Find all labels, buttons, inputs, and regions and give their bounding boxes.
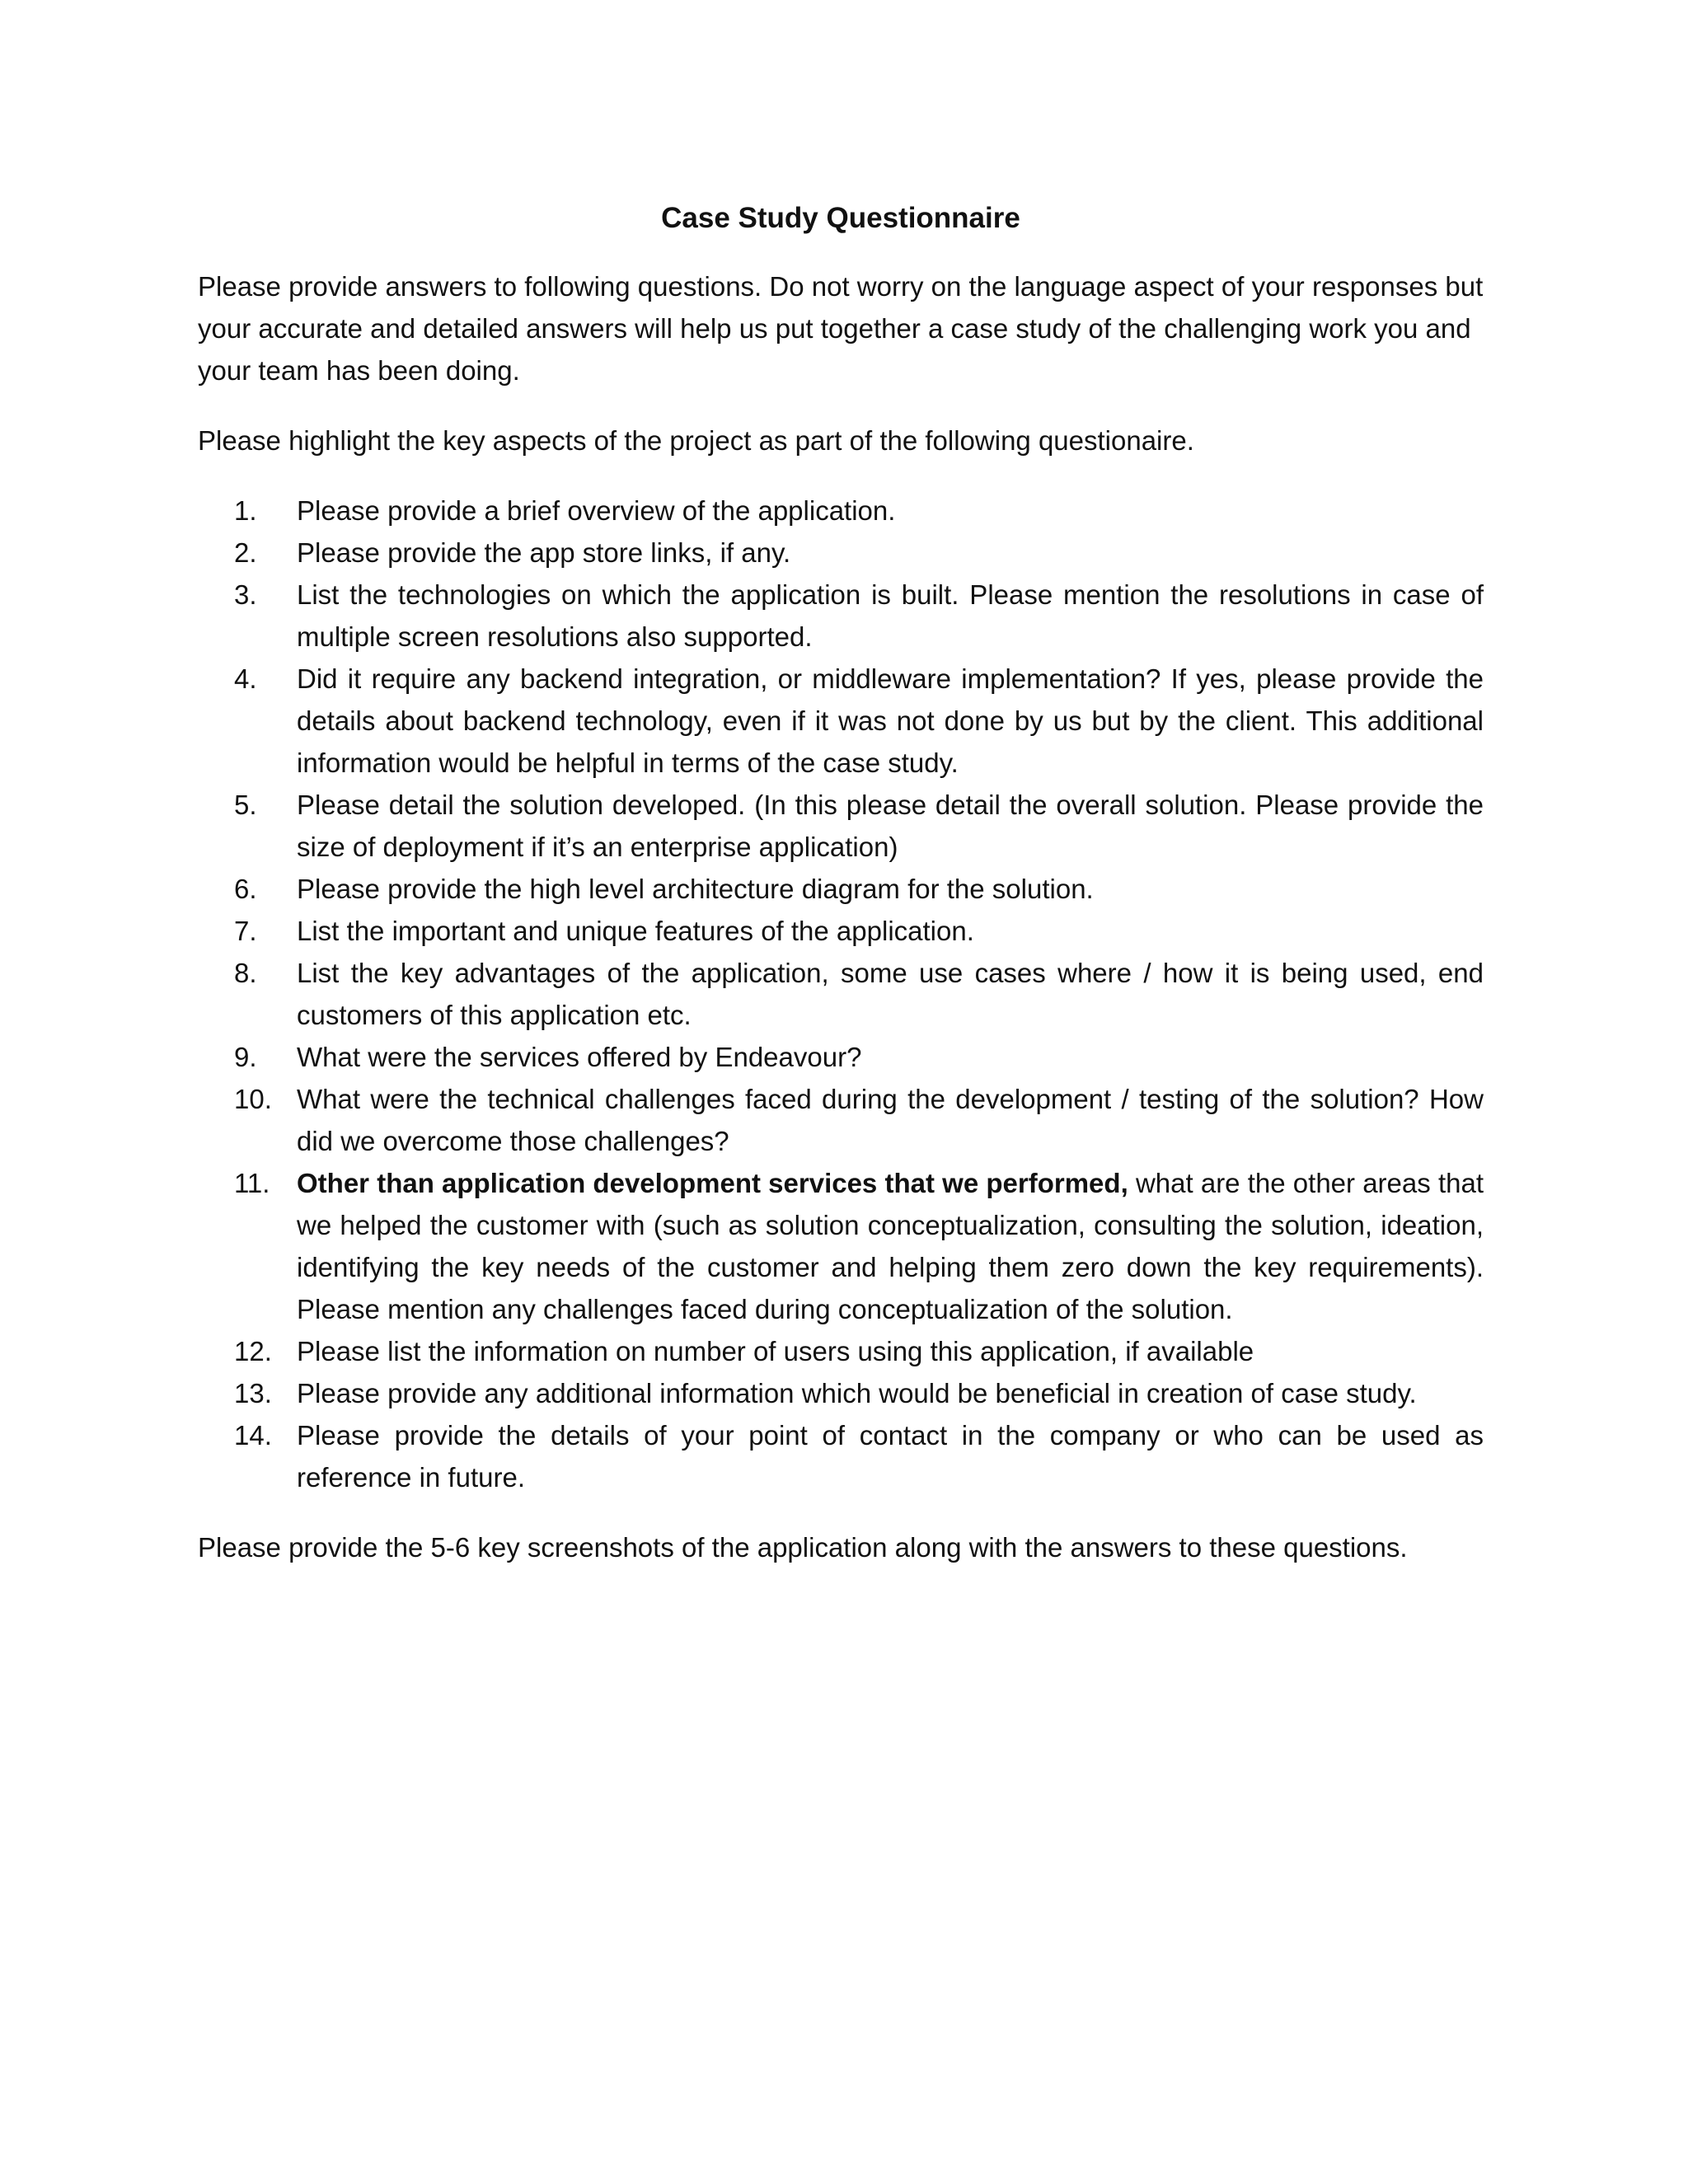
question-item [198, 1078, 1484, 1162]
question-text: what are the other areas that we helped the customer with (such as solution conceptualization, consulting the solution, ideation, identifying the key needs of the customer and helping them zero down the key requirements). Please mention any challenges faced during conceptualization of the solution. [297, 1168, 1484, 1324]
question-number: 7. [234, 916, 257, 946]
question-text: Please list the information on number of users using this application, if available [297, 1336, 1254, 1366]
question-text: List the technologies on which the application is built. Please mention the resolutions in case of multiple screen resolutions also supported. [297, 579, 1484, 652]
question-item [198, 532, 1484, 574]
question-item [198, 574, 1484, 658]
question-item [198, 784, 1484, 868]
question-item [198, 1372, 1484, 1414]
question-number: 10. [234, 1084, 272, 1114]
question-text: Please provide a brief overview of the application. [297, 495, 896, 526]
intro-paragraph: Please provide answers to following questions. Do not worry on the language aspect of your responses but your accurate and detailed answers will help us put together a case study of the challenging work you and your team has been doing. [198, 271, 1484, 386]
question-number: 6. [234, 874, 257, 904]
closing-paragraph: Please provide the 5-6 key screenshots of the application along with the answers to these questions. [198, 1532, 1408, 1563]
highlight-paragraph: Please highlight the key aspects of the project as part of the following questionaire. [198, 425, 1194, 456]
question-number: 11. [234, 1168, 270, 1198]
question-text: Please detail the solution developed. (In this please detail the overall solution. Please provide the size of deployment if it’s an enterprise application) [297, 790, 1484, 862]
question-item [198, 1036, 1484, 1078]
question-text: Please provide the details of your point of contact in the company or who can be used as reference in future. [297, 1420, 1484, 1493]
document-body [198, 198, 1484, 1596]
question-number: 1. [234, 495, 257, 526]
question-item [198, 1414, 1484, 1498]
question-number: 14. [234, 1420, 272, 1451]
question-number: 13. [234, 1378, 272, 1408]
question-list [198, 490, 1484, 1498]
question-number: 3. [234, 579, 257, 610]
question-text: Please provide the high level architecture diagram for the solution. [297, 874, 1094, 904]
question-number: 2. [234, 537, 257, 568]
question-text: What were the technical challenges faced during the development / testing of the solution? How did we overcome those challenges? [297, 1084, 1484, 1156]
question-number: 8. [234, 958, 257, 988]
question-item [198, 490, 1484, 532]
question-text: List the key advantages of the application, some use cases where / how it is being used, end customers of this application etc. [297, 958, 1484, 1030]
question-text: Please provide any additional information which would be beneficial in creation of case study. [297, 1378, 1417, 1408]
question-text: Did it require any backend integration, or middleware implementation? If yes, please provide the details about backend technology, even if it was not done by us but by the client. This additional information would be helpful in terms of the case study. [297, 663, 1484, 778]
question-text: Please provide the app store links, if any. [297, 537, 791, 568]
question-number: 12. [234, 1336, 272, 1366]
question-item [198, 1162, 1484, 1330]
question-number: 5. [234, 790, 257, 820]
question-item [198, 910, 1484, 952]
question-item [198, 868, 1484, 910]
question-number: 9. [234, 1042, 257, 1072]
question-item [198, 1330, 1484, 1372]
question-item [198, 658, 1484, 784]
question-bold-text: Other than application development services that we performed, [297, 1168, 1128, 1198]
question-text: What were the services offered by Endeavour? [297, 1042, 862, 1072]
question-text: List the important and unique features of the application. [297, 916, 974, 946]
document-title: Case Study Questionnaire [661, 202, 1020, 234]
question-number: 4. [234, 663, 257, 694]
question-item [198, 952, 1484, 1036]
